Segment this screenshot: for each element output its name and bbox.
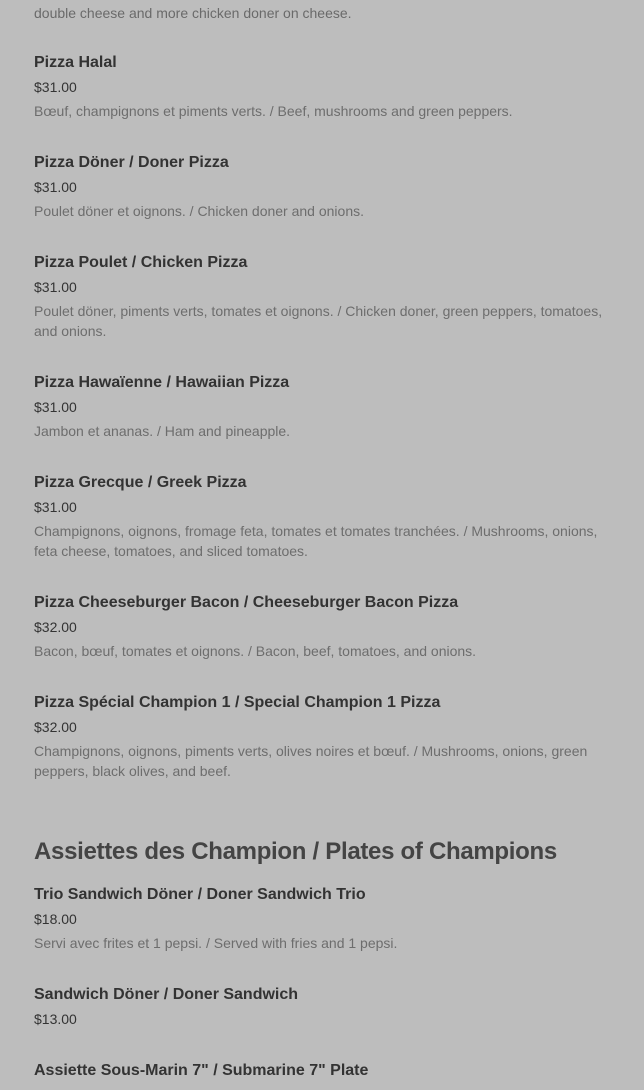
item-description: double cheese and more chicken doner on cheese. [34, 5, 352, 21]
item-price: $31.00 [34, 279, 77, 295]
menu-item[interactable] [34, 472, 624, 561]
item-name: Pizza Halal [34, 54, 117, 71]
menu-item[interactable] [34, 984, 624, 1029]
item-description: Bœuf, champignons et piments verts. / Beef, mushrooms and green peppers. [34, 103, 513, 119]
item-description: Servi avec frites et 1 pepsi. / Served with fries and 1 pepsi. [34, 935, 398, 951]
item-price: $32.00 [34, 619, 77, 635]
menu-item[interactable] [34, 1060, 624, 1082]
menu-item[interactable] [34, 372, 624, 441]
item-description: Bacon, bœuf, tomates et oignons. / Bacon, beef, tomatoes, and onions. [34, 643, 477, 659]
menu-item[interactable] [34, 52, 624, 121]
item-description: Champignons, oignons, piments verts, olives noires et bœuf. / Mushrooms, onions, green peppers, black olives, and beef. [34, 743, 588, 779]
menu-item[interactable] [34, 252, 624, 341]
menu-item[interactable] [34, 152, 624, 221]
item-price: $31.00 [34, 179, 77, 195]
item-price: $31.00 [34, 499, 77, 515]
item-name: Pizza Spécial Champion 1 / Special Champion 1 Pizza [34, 694, 441, 711]
item-price: $13.00 [34, 1011, 77, 1027]
item-description: Champignons, oignons, fromage feta, tomates et tomates tranchées. / Mushrooms, onions, feta cheese, tomatoes, and sliced tomatoes. [34, 523, 598, 559]
item-name: Pizza Grecque / Greek Pizza [34, 474, 247, 491]
item-name: Pizza Hawaïenne / Hawaiian Pizza [34, 374, 290, 391]
item-name: Trio Sandwich Döner / Doner Sandwich Trio [34, 886, 366, 903]
item-name: Sandwich Döner / Doner Sandwich [34, 986, 299, 1003]
item-name: Assiette Sous-Marin 7" / Submarine 7" Plate [34, 1062, 369, 1079]
item-name: Pizza Döner / Doner Pizza [34, 154, 229, 171]
item-description: Poulet döner, piments verts, tomates et oignons. / Chicken doner, green peppers, tomatoes, and onions. [34, 303, 603, 339]
menu-item[interactable] [34, 884, 624, 953]
item-name: Pizza Cheeseburger Bacon / Cheeseburger Bacon Pizza [34, 594, 459, 611]
item-description: Jambon et ananas. / Ham and pineapple. [34, 423, 291, 439]
section-title: Assiettes des Champion / Plates of Champions [34, 838, 557, 865]
item-price: $18.00 [34, 911, 77, 927]
item-description: Poulet döner et oignons. / Chicken doner and onions. [34, 203, 365, 219]
menu-item[interactable] [34, 692, 624, 781]
item-price: $31.00 [34, 79, 77, 95]
menu-item[interactable] [34, 592, 624, 661]
item-price: $31.00 [34, 399, 77, 415]
item-price: $32.00 [34, 719, 77, 735]
item-name: Pizza Poulet / Chicken Pizza [34, 254, 248, 271]
